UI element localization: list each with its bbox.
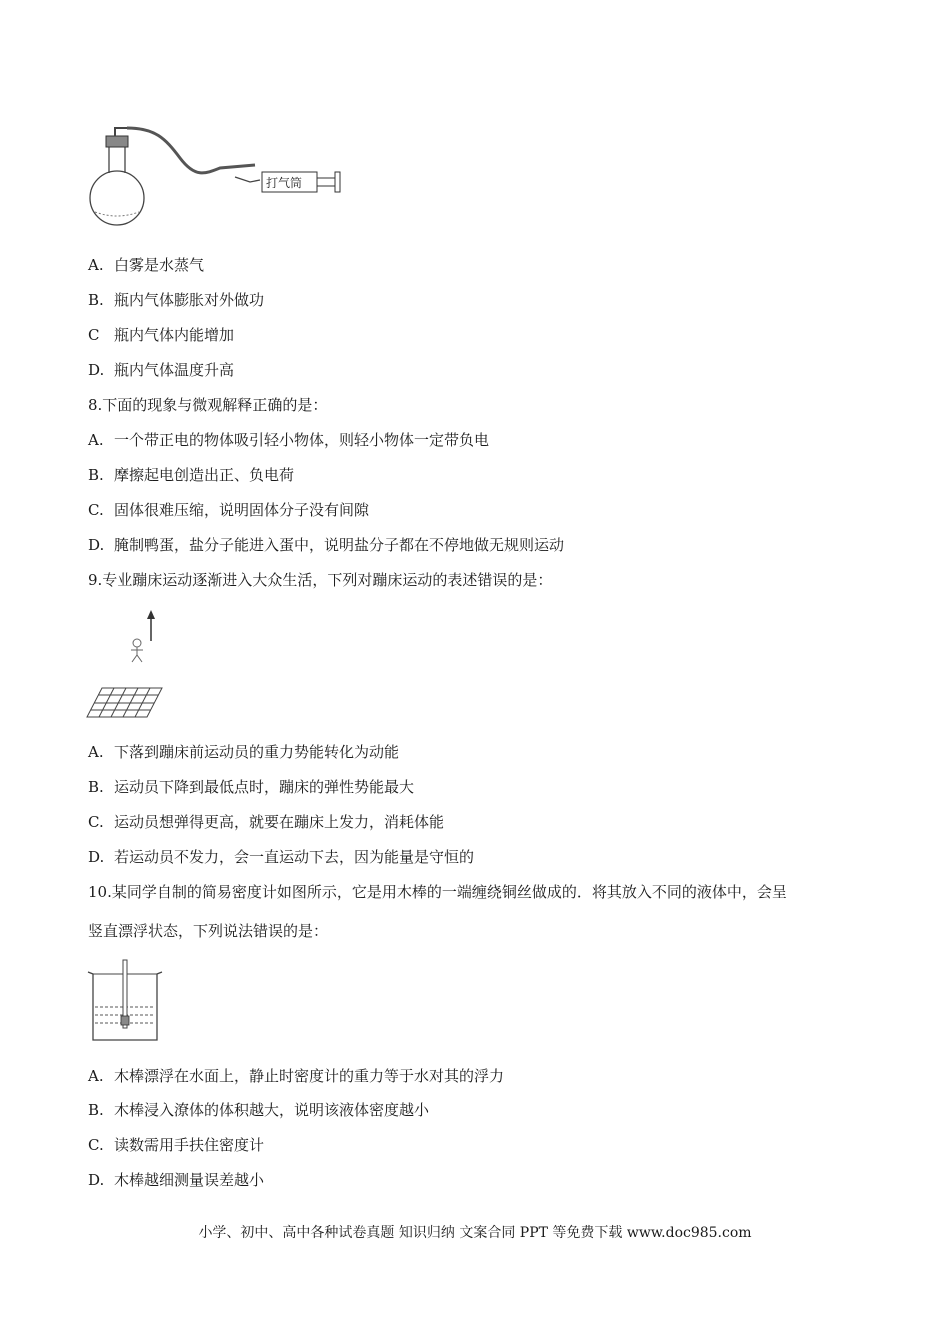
q8-option-c: C. 固体很难压缩，说明固体分子没有间隙 bbox=[88, 501, 370, 519]
q8-option-a: A. 一个带正电的物体吸引轻小物体，则轻小物体一定带负电 bbox=[88, 431, 490, 449]
q7-option-c: C 瓶内气体内能增加 bbox=[88, 326, 235, 344]
beaker-hydrometer-figure bbox=[85, 958, 165, 1046]
flask-pump-figure bbox=[85, 120, 350, 230]
q9-option-a: A. 下落到蹦床前运动员的重力势能转化为动能 bbox=[88, 743, 400, 761]
q10-option-d: D. 木棒越细测量误差越小 bbox=[88, 1171, 265, 1189]
q7-option-a: A. 白雾是水蒸气 bbox=[88, 256, 205, 274]
q10-stem-line1: 10.某同学自制的简易密度计如图所示，它是用木棒的一端缠绕铜丝做成的．将其放入不同的液体中，会呈 bbox=[88, 883, 787, 901]
q10-option-b: B. 木棒浸入潦体的体积越大，说明该液体密度越小 bbox=[88, 1101, 430, 1119]
q10-option-a: A. 木棒漂浮在水面上，静止时密度计的重力等于水对其的浮力 bbox=[88, 1067, 505, 1085]
q8-stem: 8.下面的现象与微观解释正确的是： bbox=[88, 396, 328, 414]
q10-option-c: C. 读数需用手扶住密度计 bbox=[88, 1136, 265, 1154]
q9-stem: 9.专业蹦床运动逐渐进入大众生活，下列对蹦床运动的表述错误的是： bbox=[88, 571, 553, 589]
page-footer: 小学、初中、高中各种试卷真题 知识归纳 文案合同 PPT 等免费下载 www.doc985.com bbox=[198, 1225, 752, 1241]
q10-stem-line2: 竖直漂浮状态，下列说法错误的是： bbox=[88, 922, 329, 940]
q8-option-d: D. 腌制鸭蛋，盐分子能进入蛋中，说明盐分子都在不停地做无规则运动 bbox=[88, 536, 565, 554]
q7-option-d: D. 瓶内气体温度升高 bbox=[88, 361, 235, 379]
q9-option-d: D. 若运动员不发力，会一直运动下去，因为能量是守恒的 bbox=[88, 848, 475, 866]
pump-label: 打气筒 bbox=[266, 176, 303, 190]
q9-option-b: B. 运动员下降到最低点时，蹦床的弹性势能最大 bbox=[88, 778, 415, 796]
q7-option-b: B. 瓶内气体膨胀对外做功 bbox=[88, 291, 265, 309]
q8-option-b: B. 摩擦起电创造出正、负电荷 bbox=[88, 466, 295, 484]
trampoline-figure bbox=[85, 605, 175, 723]
q9-option-c: C. 运动员想弹得更高，就要在蹦床上发力，消耗体能 bbox=[88, 813, 445, 831]
